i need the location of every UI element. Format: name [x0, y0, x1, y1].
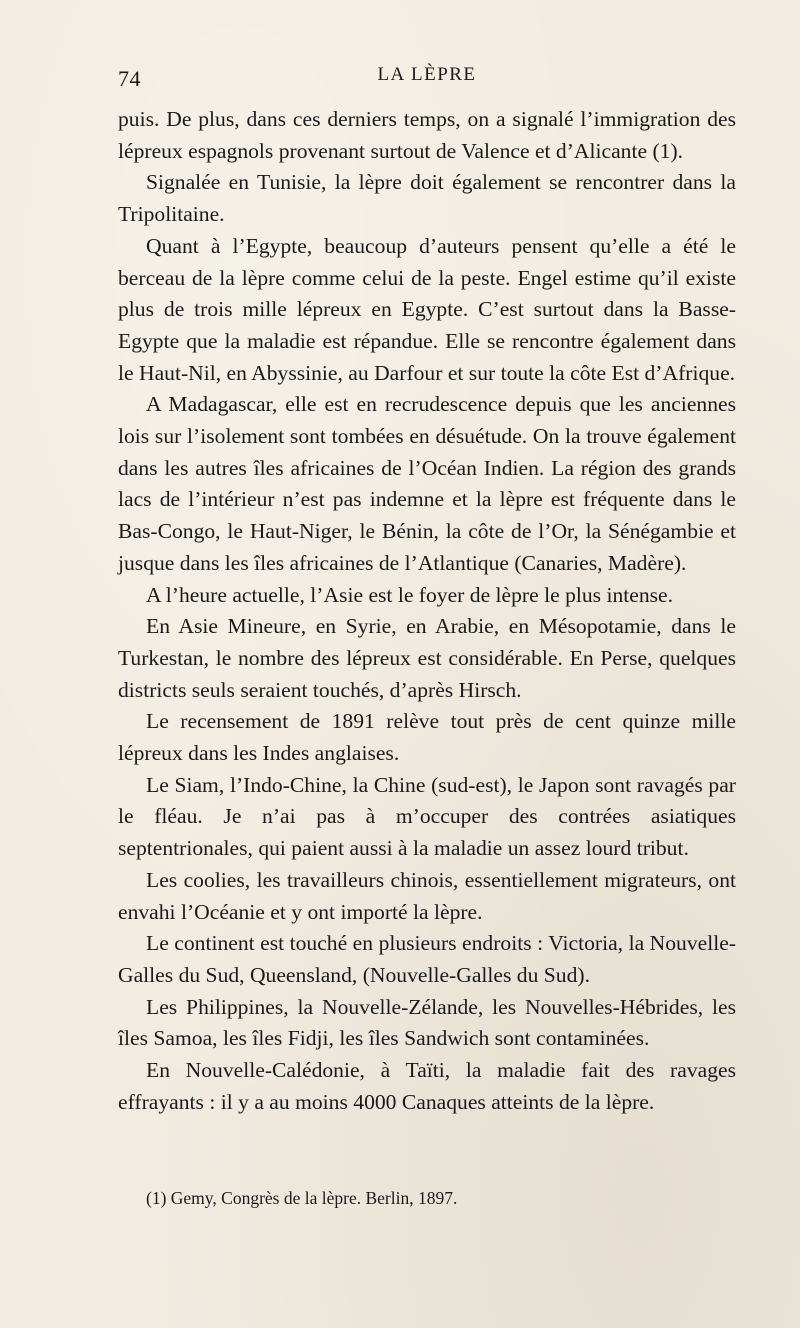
- paragraph: Quant à l’Egypte, beaucoup d’auteurs pensent qu’elle a été le berceau de la lèpre comme celui de la peste. Engel estime qu’il existe plus de trois mille lépreux en Egypte. C’est surtout dans la Basse-Egypte que la maladie est répandue. Elle se rencontre également dans le Haut-Nil, en Abyssinie, au Darfour et sur toute la côte Est d’Afrique.: [118, 233, 736, 385]
- page-number: 74: [118, 66, 141, 91]
- body-text: [118, 104, 736, 1119]
- paragraph: A l’heure actuelle, l’Asie est le foyer de lèpre le plus intense.: [146, 582, 674, 607]
- paragraph: Les coolies, les travailleurs chinois, essentiellement migrateurs, ont envahi l’Océanie et y ont importé la lèpre.: [118, 867, 736, 924]
- footnote: (1) Gemy, Congrès de la lèpre. Berlin, 1897.: [146, 1188, 458, 1208]
- paragraph: Les Philippines, la Nouvelle-Zélande, les Nouvelles-Hébrides, les îles Samoa, les îles Fidji, les îles Sandwich sont contaminées.: [118, 994, 736, 1051]
- paragraph: Le Siam, l’Indo-Chine, la Chine (sud-est), le Japon sont ravagés par le fléau. Je n’ai pas à m’occuper des contrées asiatiques septentrionales, qui paient aussi à la maladie un assez lourd tribut.: [118, 772, 736, 861]
- paragraph: Le continent est touché en plusieurs endroits : Victoria, la Nouvelle-Galles du Sud, Queensland, (Nouvelle-Galles du Sud).: [118, 931, 736, 987]
- paragraph: puis. De plus, dans ces derniers temps, on a signalé l’immigration des lépreux espagnols provenant surtout de Valence et d’Alicante (1).: [118, 107, 736, 163]
- page-header: [118, 58, 736, 94]
- paragraph: En Asie Mineure, en Syrie, en Arabie, en Mésopotamie, dans le Turkestan, le nombre des lépreux est considérable. En Perse, quelques districts seuls seraient touchés, d’après Hirsch.: [118, 614, 736, 702]
- paragraph: Signalée en Tunisie, la lèpre doit également se rencontrer dans la Tripolitaine.: [118, 170, 736, 227]
- paragraph: Le recensement de 1891 relève tout près de cent quinze mille lépreux dans les Indes anglaises.: [118, 709, 736, 766]
- paragraph: En Nouvelle-Calédonie, à Taïti, la maladie fait des ravages effrayants : il y a au moins 4000 Canaques atteints de la lèpre.: [118, 1058, 736, 1114]
- running-title: LA LÈPRE: [377, 64, 477, 85]
- paragraph: A Madagascar, elle est en recrudescence depuis que les anciennes lois sur l’isolement sont tombées en désuétude. On la trouve également dans les autres îles africaines de l’Océan Indien. La région des grands lacs de l’intérieur n’est pas indemne et la lèpre est fréquente dans le Bas-Congo, le Haut-Niger, le Bénin, la côte de l’Or, la Sénégambie et jusque dans les îles africaines de l’Atlantique (Canaries, Madère).: [118, 392, 736, 575]
